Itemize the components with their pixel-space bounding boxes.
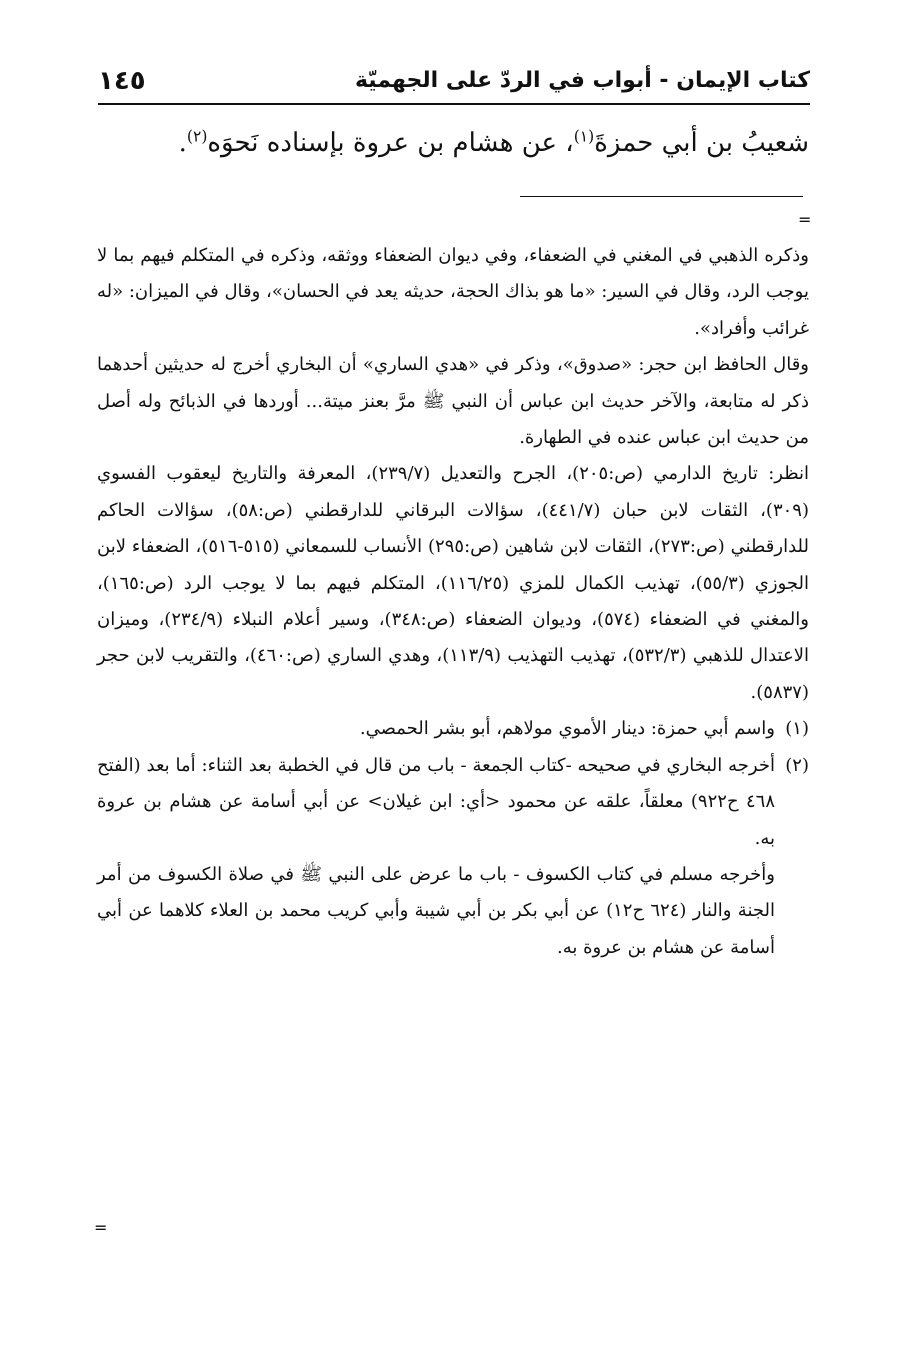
footnote-2-paragraph: وأخرجه مسلم في كتاب الكسوف - باب ما عرض على النبي ﷺ في صلاة الكسوف من أمر الجنة والنار (٦٢٤ ح١٢) عن أبي بكر بن أبي شيبة وأبي كريب محمد بن العلاء كلاهما عن أبي أسامة عن هشام بن عروة به. xyxy=(97,863,775,958)
end-mark: = xyxy=(94,1218,108,1237)
continuation-mark: = xyxy=(798,210,812,229)
page-number: ١٤٥ xyxy=(98,66,146,96)
footnote-2-paragraph: أخرجه البخاري في صحيحه -كتاب الجمعة - باب من قال في الخطبة بعد الثناء: أما بعد (الفتح ٤٦٨ ح٩٢٢) معلقاً، علقه عن محمود <أي: ابن غيلان> عن أبي أسامة عن هشام بن عروة به. xyxy=(97,754,776,849)
page-header xyxy=(98,66,810,100)
running-title: كتاب الإيمان - أبواب في الردّ على الجهميّة xyxy=(354,68,810,93)
footnotes xyxy=(97,238,809,966)
footnote-1-number: (١) xyxy=(785,718,809,740)
note-2-reference: (٢) xyxy=(186,127,208,146)
main-text-part: شعيبُ بن أبي حمزةَ xyxy=(594,128,809,158)
footnote-continued-paragraph: انظر: تاريخ الدارمي (ص:٢٠٥)، الجرح والتعديل (٢٣٩/٧)، المعرفة والتاريخ ليعقوب الفسوي (٣٠٩)، الثقات لابن حبان (٤٤١/٧)، سؤالات البرقاني للدارقطني (ص:٥٨)، سؤالات الحاكم للدارقطني (ص:٢٧٣)، الثقات لابن شاهين (ص:٢٩٥) الأنساب للسمعاني (٥١٥-٥١٦)، الضعفاء لابن الجوزي (٥٥/٣)، تهذيب الكمال للمزي (١١٦/٢٥)، المتكلم فيهم بما لا يوجب الرد (ص:١٦٥)، والمغني في الضعفاء (٥٧٤)، وديوان الضعفاء (ص:٣٤٨)، وسير أعلام النبلاء (٢٣٤/٩)، وميزان الاعتدال للذهبي (٥٣٢/٣)، تهذيب التهذيب (١١٣/٩)، وهدي الساري (ص:٤٦٠)، والتقريب لابن حجر (٥٨٣٧). xyxy=(97,463,810,703)
main-text-part: ، عن هشام بن عروة بإسناده نَحوَه xyxy=(207,128,574,158)
footnote-1 xyxy=(97,711,809,747)
footnote-continued-paragraph: وذكره الذهبي في المغني في الضعفاء، وفي ديوان الضعفاء ووثقه، وذكره في المتكلم فيهم بما لا يوجب الرد، وقال في السير: «ما هو بذاك الحجة، حديثه يعد في الحسان»، وقال في الميزان: «له غرائب وأفراد». xyxy=(96,245,809,339)
footnote-separator xyxy=(520,196,803,197)
main-text xyxy=(97,120,809,166)
main-text-end: . xyxy=(178,128,187,158)
footnote-2-number: (٢) xyxy=(785,754,809,776)
footnote-2 xyxy=(97,748,809,966)
footnote-continued-paragraph: وقال الحافظ ابن حجر: «صدوق»، وذكر في «هدي الساري» أن البخاري أخرج له حديثين أحدهما ذكر له متابعة، والآخر حديث ابن عباس أن النبي ﷺ مرَّ بعنز ميتة... أوردها في الذبائح وله أصل من حديث ابن عباس عنده في الطهارة. xyxy=(97,354,809,449)
note-1-reference: (١) xyxy=(573,127,595,146)
header-rule xyxy=(98,103,810,105)
footnote-1-text: واسم أبي حمزة: دينار الأموي مولاهم، أبو بشر الحمصي. xyxy=(359,718,775,740)
